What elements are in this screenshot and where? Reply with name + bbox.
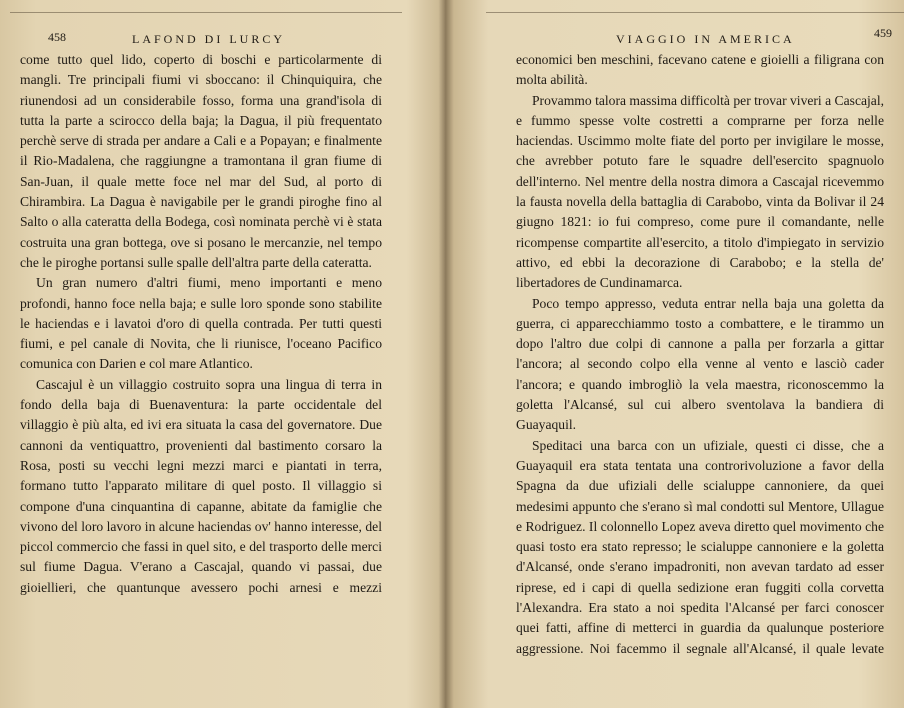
page-header xyxy=(20,26,394,48)
paragraph: Provammo talora massima difficoltà per trovar viveri a Cascajal, e fummo spesse volte costretti a comprarne per forza nelle haciendas. Uscimmo molte fiate del porto per invigilare le mosse, che avrebber potuto fare le squadre dell'esercito spagnuolo dell'interno. Nel mentre della nostra dimora a Cascajal ricevemmo la fausta novella della battaglia di Carabobo, vinta da Bolivar il 24 giugno 1821: io fui compreso, come pure il comandante, nelle ricompense compartite all'esercito, a titolo d'impiegato in servizio attivo, ed ebbi la decorazione di Carabobo; e la stella de' libertadores de Cundinamarca. xyxy=(516,92,884,291)
paragraph: come tutto quel lido, coperto di boschi e particolarmente di mangli. Tre principali fiumi vi sboccano: il Chinquiquira, che riunendosi ad un considerabile fosso, forma una grand'isola di tutta la parte a scirocco della baja; la Dagua, il più frequentato perchè serve di strada per andare a Cali e a Popayan; e finalmente il Rio-Madalena, che raggiungne a tramontana il gran fiume di San-Juan, il quale mette foce nel mar del Sud, al porto di Chirambira. La Dagua è navigabile per le grandi piroghe fino al Salto o alla cateratta della Bodega, così nominata perchè vi è stata costruita una gran bottega, ove si posano le mercanzie, nel tempo che le piroghe portansi sulle spalle dell'altra parte della cateratta. xyxy=(20,52,382,270)
paragraph: Speditaci una barca con un ufiziale, questi ci disse, che a Guayaquil era stata tentata una controrivoluzione a favor della Spagna da due ufiziali delle scialuppe cannoniere, da quei medesimi appunto che s'erano sì mal condotti sul Mentore, Ullague e Rodriguez. Il colonnello Lopez aveva diretto quel movimento che quasi tosto era stato represso; le scialuppe cannoniere e la goletta d'Alcansé, onde s'erano impadroniti, non avevan tardato ad esser riprese, ed i capi di quella sedizione eran fuggiti colla corvetta l'Alexandra. Era stato a noi spedita l'Alcansé per farci conoscer quei fatti, affine di metterci in guardia da qualunque posteriore aggressione. Noi facemmo il segnale all'Alcansé, il quale levate xyxy=(516,437,884,656)
left-page xyxy=(0,0,436,708)
paragraph: Cascajul è un villaggio costruito sopra una lingua di terra in fondo della baja di Buenaventura: la parte occidentale del villaggio è più alta, ed ivi era situata la casa del governatore. Due cannoni da ventiquattro, provenienti dal bastimento corsaro la Rosa, posti su vecchi legni mezzi marci e piantati in terra, formano tutto l'apparato militare di quel posto. Il villaggio si compone d'una cinquantina di capanne, abitate da famiglie che vivono del loro lavoro in alcune haciendas ov' hanno interesse, del piccol commercio che fassi in quel sito, e del trasporto delle merci sul fiume Dagua. V'erano a Cascajal, quando vi passai, due gioiellieri, che quantunque avessero pochi arnesi e mezzi xyxy=(20,376,382,595)
paragraph: economici ben meschini, facevano catene e gioielli a filigrana con molta abilità. xyxy=(516,52,884,88)
running-head: VIAGGIO IN AMERICA xyxy=(616,32,795,46)
paragraph: Poco tempo appresso, veduta entrar nella baja una goletta da guerra, ci apparecchiammo tosto a combattere, e le tirammo un dopo l'altro due colpi di cannone a palla per forzarla a gittar l'ancora; al secondo colpo ella venne al vento e lasciò cader l'ancora; e quando imbrogliò la vela maestra, riconoscemmo la goletta l'Alcansé, sul cui albero sventolava la bandiera di Guayaquil. xyxy=(516,295,884,433)
right-page xyxy=(458,0,904,708)
body-text xyxy=(20,50,382,598)
page-number: 458 xyxy=(48,30,66,44)
page-header xyxy=(518,26,892,48)
top-rule xyxy=(10,12,402,13)
body-text xyxy=(516,50,884,659)
running-head: LAFOND DI LURCY xyxy=(132,32,285,46)
top-rule xyxy=(486,12,904,13)
paragraph: Un gran numero d'altri fiumi, meno importanti e meno profondi, hanno foce nella baja; e sulle loro sponde sono stabilite le haciendas e i lavatoi d'oro di quella contrada. Per tutti questi fiumi, e pel canale di Novita, che li riunisce, l'oceano Pacifico comunica con Darien e col mare Atlantico. xyxy=(20,275,382,372)
page-number: 459 xyxy=(874,26,892,40)
